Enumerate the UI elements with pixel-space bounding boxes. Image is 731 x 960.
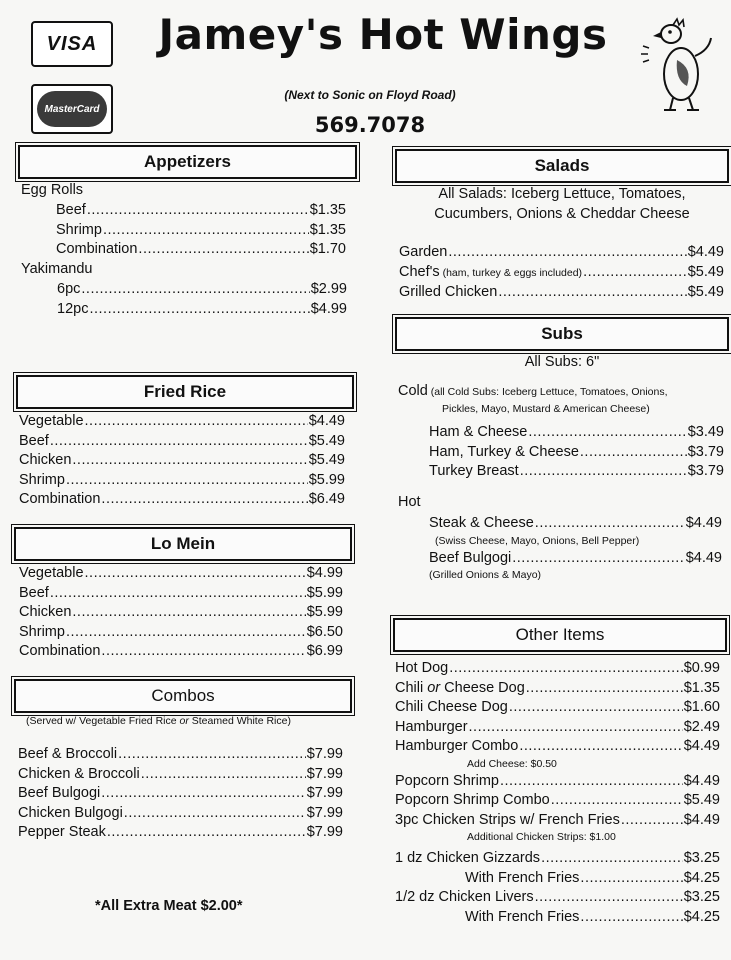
menu-item: Vegetable ..... $4.99 <box>19 564 343 584</box>
fried-rice-title: Fried Rice <box>143 382 227 401</box>
menu-item: 12pc ..... $4.99 <box>57 300 347 320</box>
appetizers-header <box>18 145 357 179</box>
menu-item: Beef ..... $5.99 <box>19 584 343 604</box>
menu-item: Popcorn Shrimp ..... $4.49 <box>395 772 720 792</box>
mastercard-text: MasterCard <box>44 103 100 115</box>
egg-rolls-label: Egg Rolls <box>21 182 84 198</box>
salads-header <box>395 149 729 183</box>
fried-rice-list <box>19 412 345 510</box>
mastercard-logo <box>31 84 113 134</box>
additional-strips-note: Additional Chicken Strips: $1.00 <box>467 831 616 843</box>
menu-item: Steak & Cheese ..... $4.49 <box>429 514 722 534</box>
menu-item: Shrimp ..... $6.50 <box>19 623 343 643</box>
menu-item: Grilled Chicken ..... $5.49 <box>399 283 724 303</box>
menu-item: 6pc ..... $2.99 <box>57 280 347 300</box>
menu-item: 3pc Chicken Strips w/ French Fries ..... $4.49 <box>395 811 720 831</box>
menu-item: Chicken Bulgogi ..... $7.99 <box>18 804 343 824</box>
menu-item: Ham, Turkey & Cheese ..... $3.79 <box>429 443 724 463</box>
menu-item: Beef ..... $1.35 <box>56 201 346 221</box>
yakimandu-label: Yakimandu <box>21 261 93 277</box>
hot-subs-label: Hot <box>398 494 421 510</box>
item-note: (Swiss Cheese, Mayo, Onions, Bell Pepper) <box>435 534 640 547</box>
all-subs-size: All Subs: 6" <box>524 354 600 370</box>
extra-meat-note: *All Extra Meat $2.00* <box>95 898 243 914</box>
combos-title: Combos <box>151 686 215 705</box>
yakimandu-list <box>57 280 347 319</box>
combos-header <box>14 679 352 713</box>
menu-item: With French Fries ..... $4.25 <box>395 908 720 928</box>
salads-description-line2: Cucumbers, Onions & Cheddar Cheese <box>434 206 690 222</box>
salads-title: Salads <box>534 156 590 175</box>
fried-rice-header <box>16 375 354 409</box>
restaurant-title: Jamey's Hot Wings <box>158 10 608 59</box>
combos-note: (Served w/ Vegetable Fried Rice or Steamed White Rice) <box>26 715 291 727</box>
chicken-mascot-icon <box>637 16 721 112</box>
visa-logo <box>31 21 113 67</box>
menu-item: Shrimp ..... $1.35 <box>56 221 346 241</box>
menu-item: Vegetable ..... $4.49 <box>19 412 345 432</box>
egg-rolls-list <box>56 201 346 260</box>
menu-item: Beef Bulgogi ..... $7.99 <box>18 784 343 804</box>
phone-number: 569.7078 <box>314 113 426 137</box>
menu-item: Beef ..... $5.49 <box>19 432 345 452</box>
menu-item: Combination ..... $6.99 <box>19 642 343 662</box>
menu-item: Beef & Broccoli ..... $7.99 <box>18 745 343 765</box>
menu-item: Chicken ..... $5.99 <box>19 603 343 623</box>
combos-list <box>18 745 343 843</box>
menu-item: Chicken & Broccoli ..... $7.99 <box>18 765 343 785</box>
cold-subs-note: Pickles, Mayo, Mustard & American Cheese) <box>442 403 650 415</box>
menu-item: Combination ..... $6.49 <box>19 490 345 510</box>
menu-item: Hot Dog ..... $0.99 <box>395 659 720 679</box>
cold-subs-list <box>429 423 724 482</box>
hot-subs-list <box>429 514 722 583</box>
menu-item: Turkey Breast ..... $3.79 <box>429 462 724 482</box>
menu-item: Ham & Cheese ..... $3.49 <box>429 423 724 443</box>
other-items-list <box>395 659 720 927</box>
menu-item: 1/2 dz Chicken Livers ..... $3.25 <box>395 888 720 908</box>
other-items-title: Other Items <box>515 625 605 644</box>
menu-item: Chef's (ham, turkey & eggs included) ..... $5.49 <box>399 263 724 284</box>
cold-subs-label: Cold (all Cold Subs: Iceberg Lettuce, Tomatoes, Onions, <box>398 383 668 399</box>
menu-item: Hamburger Combo ..... $4.49 <box>395 737 720 757</box>
lo-mein-title: Lo Mein <box>150 534 216 553</box>
lo-mein-header <box>14 527 352 561</box>
menu-item: Popcorn Shrimp Combo ..... $5.49 <box>395 791 720 811</box>
menu-item: Chili or Cheese Dog ..... $1.35 <box>395 679 720 699</box>
subs-header <box>395 317 729 351</box>
menu-item: Chili Cheese Dog ..... $1.60 <box>395 698 720 718</box>
menu-item: Hamburger ..... $2.49 <box>395 718 720 738</box>
item-note: (Grilled Onions & Mayo) <box>429 569 542 581</box>
menu-item: With French Fries ..... $4.25 <box>395 869 720 889</box>
menu-item: Pepper Steak ..... $7.99 <box>18 823 343 843</box>
visa-text: VISA <box>46 32 98 55</box>
menu-item: Beef Bulgogi ..... $4.49 <box>429 549 722 569</box>
salads-description-line1: All Salads: Iceberg Lettuce, Tomatoes, <box>438 186 686 202</box>
menu-item: Combination ..... $1.70 <box>56 240 346 260</box>
menu-item: Chicken ..... $5.49 <box>19 451 345 471</box>
appetizers-title: Appetizers <box>144 152 231 171</box>
menu-item: Shrimp ..... $5.99 <box>19 471 345 491</box>
add-cheese-note: Add Cheese: $0.50 <box>467 757 557 770</box>
lo-mein-list <box>19 564 343 662</box>
other-items-header <box>393 618 727 652</box>
salads-list <box>399 243 724 303</box>
location-subtitle: (Next to Sonic on Floyd Road) <box>284 88 456 102</box>
menu-item: Garden ..... $4.49 <box>399 243 724 263</box>
subs-title: Subs <box>541 324 583 343</box>
menu-item: 1 dz Chicken Gizzards ..... $3.25 <box>395 849 720 869</box>
